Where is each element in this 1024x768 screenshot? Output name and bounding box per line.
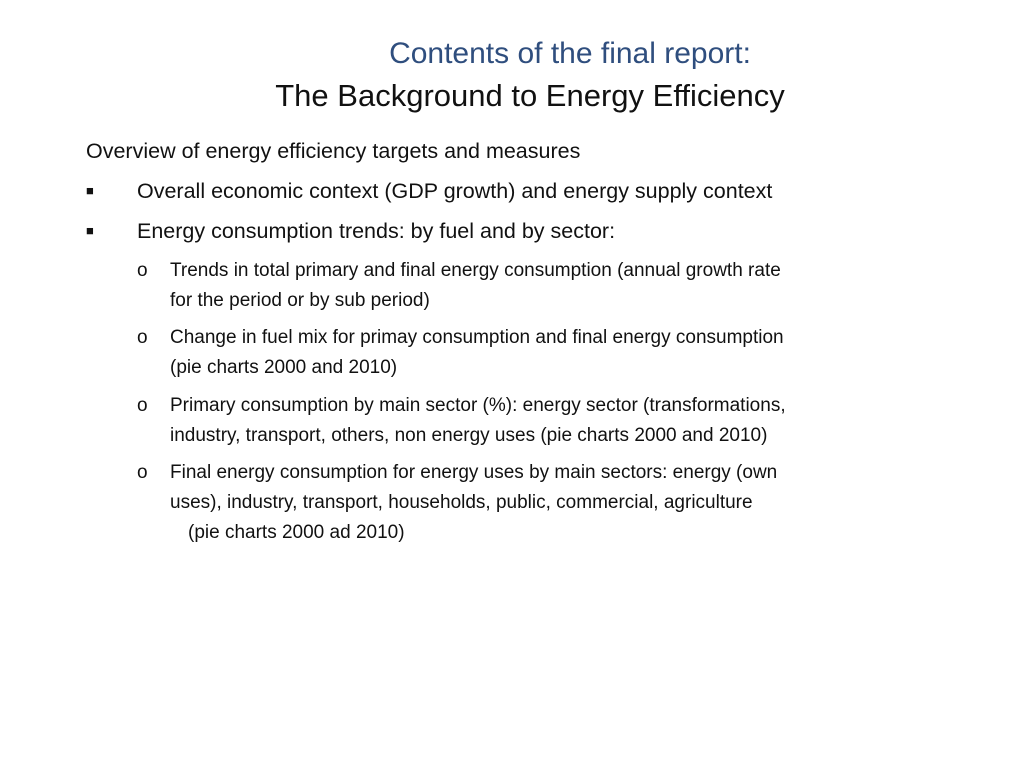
sub-bullet-line: (pie charts 2000 ad 2010)	[188, 522, 405, 543]
circle-bullet-icon: o	[137, 327, 148, 348]
circle-bullet-icon: o	[137, 462, 148, 483]
slide-title-line1: Contents of the final report:	[389, 37, 751, 70]
sub-bullet-line: uses), industry, transport, households, public, commercial, agriculture	[170, 492, 753, 513]
slide-title-line2: The Background to Energy Efficiency	[275, 78, 785, 113]
bullet-text: Energy consumption trends: by fuel and by sector:	[137, 219, 616, 243]
sub-bullet-text	[170, 391, 950, 451]
square-bullet-icon: ■	[86, 223, 94, 238]
sub-bullet-line: for the period or by sub period)	[170, 290, 430, 311]
intro-text: Overview of energy efficiency targets and measures	[86, 139, 581, 163]
sub-bullet-text	[170, 323, 950, 383]
sub-bullet-line: industry, transport, others, non energy uses (pie charts 2000 and 2010)	[170, 425, 768, 446]
circle-bullet-icon: o	[137, 395, 148, 416]
square-bullet-icon: ■	[86, 183, 94, 198]
sub-bullet-text	[170, 256, 950, 316]
sub-bullet-line: Trends in total primary and final energy consumption (annual growth rate	[170, 260, 781, 281]
sub-bullet-line: (pie charts 2000 and 2010)	[170, 357, 398, 378]
sub-bullet-line: Primary consumption by main sector (%): energy sector (transformations,	[170, 395, 786, 416]
sub-bullet-line: Final energy consumption for energy uses by main sectors: energy (own	[170, 462, 778, 483]
sub-bullet-line: Change in fuel mix for primay consumption and final energy consumption	[170, 327, 784, 348]
bullet-text: Overall economic context (GDP growth) and energy supply context	[137, 179, 773, 203]
sub-bullet-text	[170, 458, 950, 548]
circle-bullet-icon: o	[137, 260, 148, 281]
